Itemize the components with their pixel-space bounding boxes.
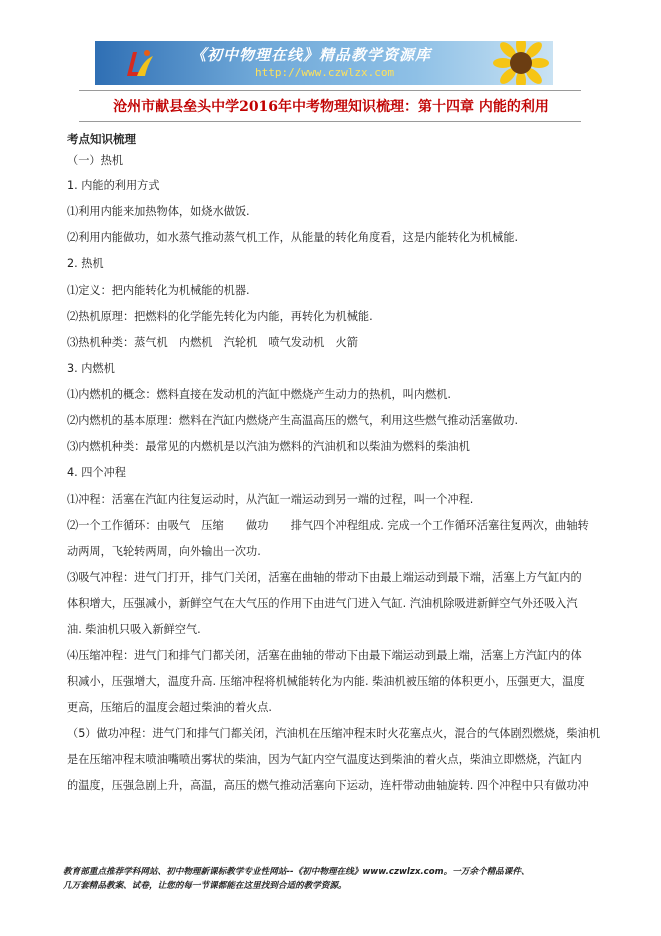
text-line: 油. 柴油机只吸入新鲜空气. (67, 623, 201, 636)
title-rule-bottom (79, 121, 581, 122)
header-banner (95, 41, 553, 85)
text-line: ⑵内燃机的基本原理：燃料在汽缸内燃烧产生高温高压的燃气，利用这些燃气推动活塞做功. (67, 414, 519, 427)
sunflower-image (493, 41, 549, 85)
text-line: ⑵利用内能做功，如水蒸气推动蒸气机工作，从能量的转化角度看，这是内能转化为机械能. (67, 231, 519, 244)
banner-url[interactable]: http://www.czwlzx.com (255, 66, 395, 79)
section-heading: 考点知识梳理 (67, 132, 136, 146)
text-line: 4. 四个冲程 (67, 466, 126, 479)
text-line: （一）热机 (67, 154, 123, 167)
footer-line-2: 几万套精品教案、试卷，让您的每一节课都能在这里找到合适的教学资源。 (63, 881, 347, 891)
text-line: ⑶热机种类：蒸气机 内燃机 汽轮机 喷气发动机 火箭 (67, 336, 358, 349)
text-line: 3. 内燃机 (67, 362, 115, 375)
text-line: ⑴利用内能来加热物体，如烧水做饭. (67, 205, 250, 218)
text-line: ⑴定义：把内能转化为机械能的机器. (67, 284, 250, 297)
text-line: 体积增大，压强减小，新鲜空气在大气压的作用下由进气门进入气缸. 汽油机除吸进新鲜空气外还吸入汽 (67, 597, 578, 610)
text-line: ⑷压缩冲程：进气门和排气门都关闭，活塞在曲轴的带动下由最下端运动到最上端，活塞上方汽缸内的体 (67, 649, 582, 662)
text-line: ⑴内燃机的概念：燃料直接在发动机的汽缸中燃烧产生动力的热机，叫内燃机. (67, 388, 451, 401)
text-line: ⑶内燃机种类：最常见的内燃机是以汽油为燃料的汽油机和以柴油为燃料的柴油机 (67, 440, 470, 453)
text-line: ⑵热机原理：把燃料的化学能先转化为内能，再转化为机械能. (67, 310, 373, 323)
text-line: （5）做功冲程：进气门和排气门都关闭，汽油机在压缩冲程末时火花塞点火，混合的气体剧烈燃烧，柴油机 (67, 727, 600, 740)
footer-line-1: 教育部重点推荐学科网站、初中物理新课标教学专业性网站--《初中物理在线》www.czwlzx.com。一万余个精品课件、 (63, 867, 530, 877)
site-logo-icon (123, 46, 155, 80)
document-title: 沧州市献县垒头中学2016年中考物理知识梳理：第十四章 内能的利用 (113, 99, 549, 115)
title-rule-top (79, 90, 581, 91)
text-line: 的温度，压强急剧上升，高温，高压的燃气推动活塞向下运动，连杆带动曲轴旋转. 四个冲程中只有做功冲 (67, 779, 589, 792)
text-line: ⑵一个工作循环：由吸气 压缩 做功 排气四个冲程组成. 完成一个工作循环活塞往复两次，曲轴转 (67, 519, 589, 532)
text-line: 积减小，压强增大，温度升高. 压缩冲程将机械能转化为内能. 柴油机被压缩的体积更小，压强更大，温度 (67, 675, 585, 688)
text-line: 是在压缩冲程末喷油嘴喷出雾状的柴油，因为气缸内空气温度达到柴油的着火点，柴油立即燃烧，汽缸内 (67, 753, 582, 766)
text-line: 2. 热机 (67, 257, 104, 270)
banner-title: 《初中物理在线》精品教学资源库 (191, 46, 432, 64)
text-line: ⑶吸气冲程：进气门打开，排气门关闭，活塞在曲轴的带动下由最上端运动到最下端，活塞上方气缸内的 (67, 571, 582, 584)
text-line: 1. 内能的利用方式 (67, 179, 160, 192)
text-line: ⑴冲程：活塞在汽缸内往复运动时，从汽缸一端运动到另一端的过程，叫一个冲程. (67, 493, 474, 506)
text-line: 更高，压缩后的温度会超过柴油的着火点. (67, 701, 272, 714)
text-line: 动两周，飞轮转两周，向外输出一次功. (67, 545, 261, 558)
